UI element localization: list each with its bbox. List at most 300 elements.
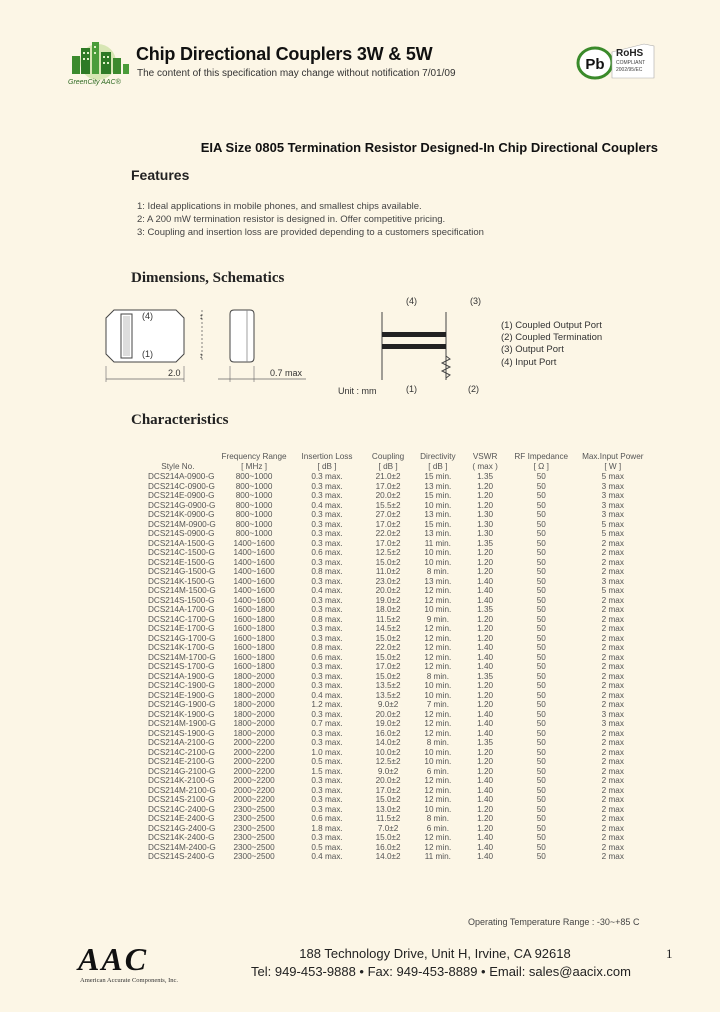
table-cell: 17.0±2	[375, 785, 401, 795]
table-cell: 1.20	[477, 614, 494, 624]
table-cell: 1600~1800	[233, 662, 275, 671]
table-cell: 3 max	[601, 709, 624, 719]
table-cell: 1800~2000	[233, 719, 275, 728]
column-header	[362, 452, 415, 472]
table-cell: 13.5±2	[375, 690, 401, 700]
column-header-unit: [ dB ]	[317, 461, 337, 471]
table-cell: 20.0±2	[375, 709, 401, 719]
table-cell: 5 max	[601, 472, 624, 481]
table-cell: 0.6 max.	[311, 548, 343, 557]
table-cell: 50	[536, 510, 546, 519]
table-cell: 50	[536, 538, 546, 548]
table-cell: 2 max	[601, 557, 624, 567]
table-cell: 2300~2500	[233, 823, 275, 833]
unit-label: Unit : mm	[338, 386, 377, 396]
table-cell: 2 max	[601, 595, 624, 605]
table-cell: 12.5±2	[375, 548, 401, 557]
feature-item: 3: Coupling and insertion loss are provided depending to a customers specification	[137, 226, 484, 238]
table-cell: 12 min.	[424, 728, 452, 738]
table-cell: 0.3 max.	[311, 776, 343, 785]
table-cell: 2 max	[601, 728, 624, 738]
sch-pin1: (1)	[406, 384, 417, 394]
table-cell: 50	[536, 842, 546, 852]
table-cell: 3 max	[601, 510, 624, 519]
column-header	[292, 452, 361, 472]
table-cell: DCS214G-2100-G	[148, 766, 216, 776]
table-cell: 19.0±2	[375, 595, 401, 605]
table-cell: 0.3 max.	[311, 624, 343, 633]
table-row	[140, 786, 652, 796]
table-cell: 15.0±2	[375, 795, 401, 804]
height-label: 0.7 max	[270, 368, 303, 378]
table-cell: 1.20	[477, 624, 494, 633]
table-cell: 2 max	[601, 738, 624, 747]
feature-item: 1: Ideal applications in mobile phones, and smallest chips available.	[137, 201, 422, 212]
table-cell: 1400~1600	[233, 538, 275, 548]
table-cell: 1.30	[477, 529, 494, 538]
table-cell: 1.20	[477, 633, 494, 643]
table-cell: 3 max	[601, 491, 624, 500]
table-cell: 50	[536, 491, 546, 500]
table-cell: DCS214S-2100-G	[148, 795, 215, 804]
table-cell: 50	[536, 472, 546, 481]
address: 188 Technology Drive, Unit H, Irvine, CA 92618	[299, 946, 571, 961]
table-cell: 11 min.	[424, 538, 451, 548]
table-cell: 50	[536, 605, 546, 614]
table-cell: 50	[536, 557, 546, 567]
table-cell: 0.3 max.	[311, 595, 343, 605]
table-cell: 50	[536, 804, 546, 814]
table-cell: 0.3 max.	[311, 510, 343, 519]
table-row	[140, 738, 652, 748]
column-header-title: VSWR	[472, 452, 498, 461]
table-row	[140, 624, 652, 634]
port-item: (2) Coupled Termination	[501, 332, 603, 344]
table-cell: 2300~2500	[233, 804, 275, 814]
table-cell: 1.40	[477, 652, 494, 662]
table-row	[140, 767, 652, 777]
table-cell: 0.3 max.	[311, 795, 343, 804]
table-cell: 14.0±2	[375, 852, 401, 861]
table-cell: DCS214M-1900-G	[148, 719, 216, 728]
table-cell: DCS214A-1900-G	[148, 671, 215, 681]
table-cell: 2000~2200	[233, 757, 275, 766]
table-cell: 1.20	[477, 491, 494, 500]
table-row	[140, 634, 652, 644]
table-cell: 2 max	[601, 795, 624, 804]
column-header	[574, 452, 652, 472]
table-cell: DCS214C-2400-G	[148, 804, 215, 814]
table-cell: 14.5±2	[375, 624, 401, 633]
table-cell: 50	[536, 776, 546, 785]
table-cell: 0.3 max.	[311, 785, 343, 795]
table-row	[140, 577, 652, 587]
length-label: 2.0	[168, 368, 181, 378]
table-header-row	[140, 452, 652, 472]
table-cell: 2 max	[601, 700, 624, 709]
table-cell: 50	[536, 766, 546, 776]
table-cell: 15 min.	[424, 519, 452, 529]
table-cell: 2 max	[601, 624, 624, 633]
table-cell: DCS214K-1700-G	[148, 643, 215, 652]
logo-text: GreenCity AAC®	[68, 79, 121, 86]
table-row	[140, 805, 652, 815]
table-cell: DCS214K-0900-G	[148, 510, 215, 519]
features-heading: Features	[131, 167, 190, 183]
rohs-code: 2002/95/EC	[616, 67, 643, 73]
table-cell: DCS214G-1700-G	[148, 633, 216, 643]
column-header	[216, 452, 292, 472]
table-cell: 17.0±2	[375, 519, 401, 529]
table-cell: 2 max	[601, 567, 624, 576]
table-cell: 2 max	[601, 605, 624, 614]
rohs-sub: COMPLIANT	[616, 60, 646, 66]
table-cell: DCS214G-1900-G	[148, 700, 216, 709]
column-header-title: Directivity	[420, 452, 456, 461]
table-cell: DCS214C-2100-G	[148, 747, 215, 757]
table-cell: 19.0±2	[375, 719, 401, 728]
table-cell: 12.5±2	[375, 757, 401, 766]
table-cell: 1.20	[477, 823, 494, 833]
table-cell: 10 min.	[424, 548, 452, 557]
table-cell: 800~1000	[235, 481, 273, 491]
page-number: 1	[666, 946, 673, 961]
table-cell: 5 max	[601, 519, 624, 529]
table-cell: 2 max	[601, 614, 624, 624]
table-cell: 1.40	[477, 719, 494, 728]
table-cell: 1.2 max.	[311, 700, 343, 709]
table-cell: 2300~2500	[233, 852, 275, 861]
rohs-badge	[610, 42, 658, 82]
table-row	[140, 681, 652, 691]
table-cell: 2 max	[601, 804, 624, 814]
table-row	[140, 852, 652, 862]
table-cell: 10 min.	[424, 747, 452, 757]
table-cell: 0.3 max.	[311, 605, 343, 614]
table-row	[140, 757, 652, 767]
table-cell: 0.3 max.	[311, 709, 343, 719]
table-cell: 0.4 max.	[311, 586, 343, 595]
table-row	[140, 615, 652, 625]
table-cell: DCS214E-2100-G	[148, 757, 215, 766]
chip-dimension-drawing	[100, 300, 340, 390]
table-cell: 15 min.	[424, 491, 452, 500]
table-cell: 1.40	[477, 709, 494, 719]
table-cell: 1.20	[477, 747, 494, 757]
table-cell: 12 min.	[424, 662, 452, 671]
table-cell: 2 max	[601, 671, 624, 681]
table-cell: 0.3 max.	[311, 491, 343, 500]
table-cell: 0.3 max.	[311, 804, 343, 814]
table-cell: 2 max	[601, 652, 624, 662]
table-cell: 10 min.	[424, 681, 452, 690]
table-cell: 21.0±2	[375, 472, 401, 481]
table-cell: 50	[536, 709, 546, 719]
table-row	[140, 510, 652, 520]
table-cell: 50	[536, 643, 546, 652]
table-cell: 2 max	[601, 833, 624, 842]
table-cell: 13.5±2	[375, 681, 401, 690]
table-cell: 1400~1600	[233, 576, 275, 586]
table-cell: 7.0±2	[377, 823, 399, 833]
table-cell: 2 max	[601, 785, 624, 795]
table-row	[140, 776, 652, 786]
table-cell: 2 max	[601, 814, 624, 823]
table-cell: 5 max	[601, 529, 624, 538]
table-cell: 12 min.	[424, 842, 452, 852]
table-cell: 1.35	[477, 671, 494, 681]
table-cell: 50	[536, 757, 546, 766]
table-cell: 13 min.	[424, 529, 452, 538]
table-row	[140, 520, 652, 530]
table-cell: 1600~1800	[233, 605, 275, 614]
table-cell: 2 max	[601, 662, 624, 671]
table-cell: DCS214S-2400-G	[148, 852, 215, 861]
table-cell: 50	[536, 738, 546, 747]
table-cell: 1.40	[477, 776, 494, 785]
table-cell: 27.0±2	[375, 510, 401, 519]
table-cell: 1.40	[477, 833, 494, 842]
table-cell: 50	[536, 662, 546, 671]
table-cell: DCS214C-1900-G	[148, 681, 215, 690]
table-cell: 2 max	[601, 747, 624, 757]
table-cell: 1.20	[477, 500, 494, 510]
table-cell: 10 min.	[424, 757, 452, 766]
table-cell: DCS214E-2400-G	[148, 814, 215, 823]
table-cell: DCS214K-1900-G	[148, 709, 215, 719]
table-cell: 50	[536, 548, 546, 557]
table-cell: 12 min.	[424, 795, 452, 804]
table-cell: 1.40	[477, 842, 494, 852]
characteristics-heading: Characteristics	[131, 412, 229, 428]
table-cell: 2 max	[601, 690, 624, 700]
table-cell: 10 min.	[424, 804, 452, 814]
table-cell: 50	[536, 814, 546, 823]
table-cell: 0.3 max.	[311, 833, 343, 842]
table-cell: 12 min.	[424, 833, 452, 842]
table-cell: 50	[536, 567, 546, 576]
table-cell: 20.0±2	[375, 586, 401, 595]
table-cell: 1.40	[477, 728, 494, 738]
feature-item: 2: A 200 mW termination resistor is designed in. Offer competitive pricing.	[137, 213, 446, 225]
table-cell: 2 max	[601, 538, 624, 548]
table-cell: 1.20	[477, 814, 494, 823]
table-cell: 10.0±2	[375, 747, 401, 757]
table-cell: 0.3 max.	[311, 633, 343, 643]
sch-pin3: (3)	[470, 296, 481, 306]
table-cell: 1.30	[477, 519, 494, 529]
table-cell: 0.6 max.	[311, 814, 343, 823]
table-cell: 13 min.	[424, 510, 452, 519]
table-cell: 2 max	[601, 633, 624, 643]
column-header-title: Style No.	[161, 461, 195, 471]
table-cell: DCS214E-0900-G	[148, 491, 215, 500]
table-cell: 11.0±2	[375, 567, 401, 576]
table-cell: 12 min.	[424, 586, 452, 595]
table-cell: 9.0±2	[377, 700, 399, 709]
table-cell: 2 max	[601, 766, 624, 776]
pb-label: Pb	[585, 56, 605, 73]
sch-pin2: (2)	[468, 384, 479, 394]
table-cell: 15.0±2	[375, 633, 401, 643]
table-cell: 1.40	[477, 852, 494, 861]
table-row	[140, 653, 652, 663]
table-cell: 17.0±2	[375, 662, 401, 671]
table-cell: 12 min.	[424, 643, 452, 652]
table-cell: 1400~1600	[233, 557, 275, 567]
table-cell: 0.8 max.	[311, 643, 343, 652]
table-row	[140, 700, 652, 710]
table-cell: 50	[536, 747, 546, 757]
table-cell: 2000~2200	[233, 785, 275, 795]
table-cell: 1.20	[477, 690, 494, 700]
table-cell: 0.3 max.	[311, 662, 343, 671]
table-cell: 9.0±2	[377, 766, 399, 776]
table-cell: DCS214M-1500-G	[148, 586, 216, 595]
table-cell: 0.5 max.	[311, 757, 343, 766]
table-cell: 2 max	[601, 548, 624, 557]
table-cell: DCS214G-0900-G	[148, 500, 216, 510]
table-cell: DCS214A-1700-G	[148, 605, 215, 614]
column-header-unit: [ dB ]	[428, 461, 448, 471]
table-row	[140, 795, 652, 805]
table-cell: 13 min.	[424, 576, 452, 586]
table-cell: 1600~1800	[233, 624, 275, 633]
column-header-title: Insertion Loss	[301, 452, 353, 461]
table-cell: 50	[536, 576, 546, 586]
table-cell: 50	[536, 586, 546, 595]
table-row	[140, 824, 652, 834]
operating-temperature: Operating Temperature Range : -30~+85 C	[468, 917, 640, 927]
table-cell: 12 min.	[424, 776, 452, 785]
table-cell: 3 max	[601, 500, 624, 510]
table-cell: 12 min.	[424, 624, 452, 633]
table-cell: 2300~2500	[233, 814, 275, 823]
table-cell: 15 min.	[424, 472, 452, 481]
table-cell: 50	[536, 481, 546, 491]
table-cell: 11.5±2	[375, 814, 401, 823]
table-cell: 50	[536, 823, 546, 833]
table-cell: 6 min.	[426, 766, 449, 776]
table-cell: DCS214S-0900-G	[148, 529, 215, 538]
table-cell: 13 min.	[424, 481, 452, 491]
table-cell: 2 max	[601, 681, 624, 690]
table-cell: 50	[536, 529, 546, 538]
pin4-label: (4)	[142, 311, 153, 321]
table-cell: 1.35	[477, 538, 494, 548]
table-cell: 1800~2000	[233, 671, 275, 681]
table-cell: 0.3 max.	[311, 538, 343, 548]
column-header	[461, 452, 509, 472]
table-cell: 0.3 max.	[311, 519, 343, 529]
table-cell: 1400~1600	[233, 595, 275, 605]
table-cell: 8 min.	[426, 814, 449, 823]
table-cell: 10 min.	[424, 605, 452, 614]
table-cell: 50	[536, 681, 546, 690]
port-item: (1) Coupled Output Port	[501, 320, 602, 331]
table-cell: 1.30	[477, 510, 494, 519]
table-cell: 0.3 max.	[311, 681, 343, 690]
table-cell: 1.40	[477, 595, 494, 605]
table-cell: 7 min.	[426, 700, 449, 709]
aac-logo-text: AAC	[78, 941, 149, 976]
table-cell: DCS214S-1700-G	[148, 662, 215, 671]
table-cell: 2300~2500	[233, 842, 275, 852]
table-cell: 1800~2000	[233, 728, 275, 738]
table-cell: DCS214E-1500-G	[148, 557, 215, 567]
pb-free-badge	[575, 46, 615, 80]
table-row	[140, 529, 652, 539]
table-cell: 50	[536, 519, 546, 529]
table-cell: 11.5±2	[375, 614, 401, 624]
table-cell: DCS214K-2100-G	[148, 776, 215, 785]
table-cell: DCS214M-0900-G	[148, 519, 216, 529]
table-cell: 2 max	[601, 823, 624, 833]
table-cell: 1.20	[477, 557, 494, 567]
table-cell: 50	[536, 795, 546, 804]
table-row	[140, 501, 652, 511]
column-header-unit: [ W ]	[604, 461, 622, 471]
table-cell: 1400~1600	[233, 567, 275, 576]
table-cell: 2300~2500	[233, 833, 275, 842]
table-cell: 8 min.	[426, 671, 449, 681]
table-cell: 12 min.	[424, 595, 452, 605]
table-body	[140, 472, 652, 862]
table-cell: DCS214M-2100-G	[148, 785, 216, 795]
table-cell: DCS214S-1500-G	[148, 595, 215, 605]
table-row	[140, 472, 652, 482]
table-cell: 0.3 max.	[311, 576, 343, 586]
column-header-unit: ( max )	[472, 461, 498, 471]
table-cell: 1400~1600	[233, 548, 275, 557]
table-cell: 0.3 max.	[311, 481, 343, 491]
table-cell: DCS214C-1500-G	[148, 548, 215, 557]
table-row	[140, 662, 652, 672]
table-cell: 2000~2200	[233, 795, 275, 804]
table-cell: 0.6 max.	[311, 652, 343, 662]
aac-logo	[76, 940, 186, 976]
column-header-unit: [ Ω ]	[533, 461, 549, 471]
table-cell: 800~1000	[235, 472, 273, 481]
table-cell: 1.40	[477, 643, 494, 652]
table-cell: 13.0±2	[375, 804, 401, 814]
table-cell: 22.0±2	[375, 643, 401, 652]
table-cell: 2 max	[601, 643, 624, 652]
table-row	[140, 596, 652, 606]
table-cell: 2 max	[601, 776, 624, 785]
product-subtitle: EIA Size 0805 Termination Resistor Designed-In Chip Directional Couplers	[200, 140, 658, 155]
table-cell: 18.0±2	[375, 605, 401, 614]
table-cell: 1800~2000	[233, 681, 275, 690]
table-row	[140, 691, 652, 701]
column-header-unit: [ MHz ]	[241, 461, 268, 471]
table-cell: 50	[536, 833, 546, 842]
svg-text:↕: ↕	[199, 351, 203, 360]
table-row	[140, 672, 652, 682]
table-cell: 0.8 max.	[311, 614, 343, 624]
column-header-title: Frequency Range	[221, 452, 287, 461]
table-cell: 3 max	[601, 719, 624, 728]
table-cell: 1600~1800	[233, 633, 275, 643]
table-cell: 20.0±2	[375, 491, 401, 500]
port-legend	[501, 320, 602, 369]
table-cell: DCS214S-1900-G	[148, 728, 215, 738]
notice-text: The content of this specification may change without notification 7/01/09	[137, 68, 456, 79]
features-list	[137, 201, 484, 239]
table-cell: 20.0±2	[375, 776, 401, 785]
table-row	[140, 748, 652, 758]
column-header-unit: [ dB ]	[378, 461, 398, 471]
